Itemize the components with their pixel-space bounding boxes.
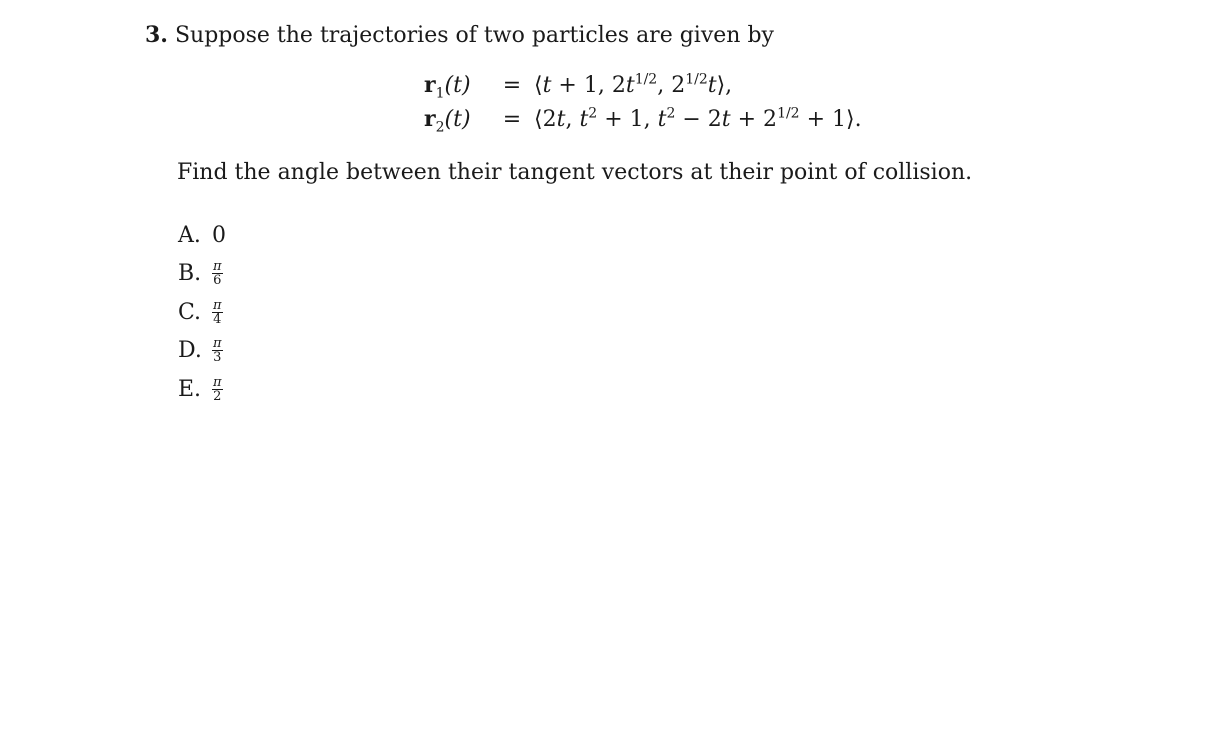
equation-row-2 — [424, 106, 862, 140]
choice-fraction: $\frac{\pi}{3}$ — [213, 336, 222, 366]
choice-label: B. — [178, 261, 202, 287]
equation-block — [424, 72, 862, 140]
choice-d[interactable] — [178, 332, 226, 371]
problem-statement — [145, 20, 774, 51]
choice-label: A. — [178, 222, 201, 248]
choice-c[interactable] — [178, 293, 226, 332]
choice-a[interactable] — [178, 216, 226, 255]
equals-sign-2: = — [502, 107, 522, 132]
equation-rhs-1: ⟨t + 1, $2t^{1/2}$, $2^{1/2}t⟩$, — [534, 71, 733, 98]
equation-row-1 — [424, 72, 862, 106]
equals-sign-1: = — [502, 73, 522, 98]
answer-choices — [178, 216, 226, 409]
equation-lhs-2: $r_2(t)$ — [424, 106, 471, 136]
problem-number: 3. — [145, 22, 168, 48]
problem-text: Suppose the trajectories of two particles are given by — [174, 23, 774, 48]
choice-b[interactable] — [178, 255, 226, 294]
choice-fraction: $\frac{\pi}{4}$ — [213, 297, 222, 327]
choice-label: D. — [178, 338, 202, 364]
choice-fraction: $\frac{\pi}{2}$ — [213, 374, 222, 404]
equation-lhs-1: $r_1(t)$ — [424, 72, 471, 102]
choice-label: E. — [178, 376, 202, 402]
choice-value: 0 — [212, 222, 226, 248]
equation-rhs-2: ⟨2t, $t^2 + 1$, $t^2 - 2t + 2^{1/2}$ + 1⟩. — [534, 105, 862, 132]
question-text: Find the angle between their tangent vectors at their point of collision. — [177, 160, 973, 185]
choice-e[interactable] — [178, 370, 226, 409]
choice-label: C. — [178, 299, 202, 325]
choice-fraction: $\frac{\pi}{6}$ — [213, 259, 222, 289]
